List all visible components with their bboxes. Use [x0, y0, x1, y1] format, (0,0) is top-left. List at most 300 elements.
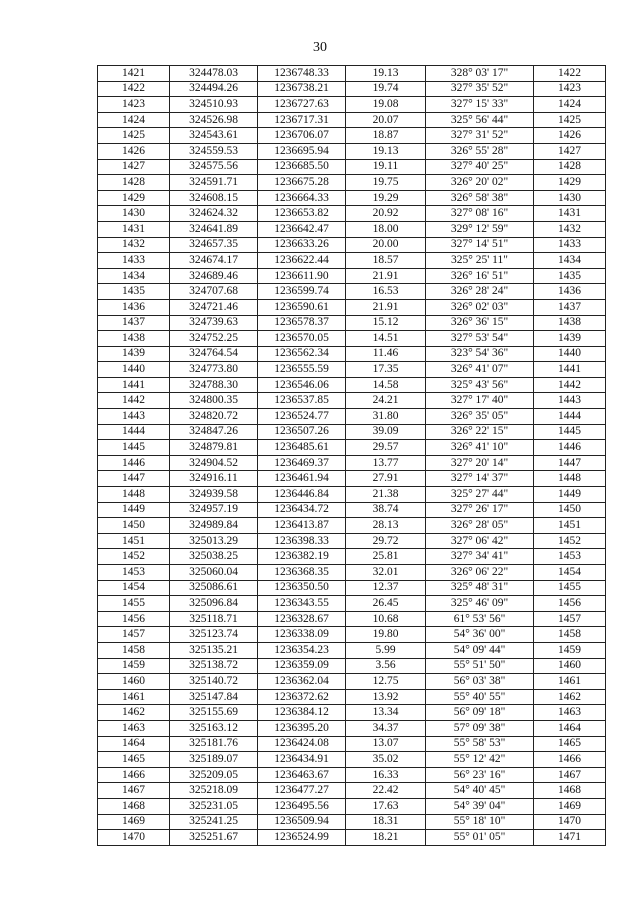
y-coordinate-cell: 1236463.67 [258, 767, 346, 783]
table-row [98, 237, 606, 253]
distance-cell: 21.91 [346, 268, 426, 284]
point-id-cell: 1433 [98, 253, 170, 269]
page-number: 30 [313, 40, 327, 55]
point-id-cell: 1464 [98, 736, 170, 752]
bearing-cell: 329° 12' 59" [426, 221, 534, 237]
y-coordinate-cell: 1236578.37 [258, 315, 346, 331]
table-row [98, 346, 606, 362]
next-point-id-cell: 1470 [534, 814, 606, 830]
x-coordinate-cell: 325038.25 [170, 549, 258, 565]
y-coordinate-cell: 1236524.77 [258, 409, 346, 425]
bearing-cell: 325° 48' 31" [426, 580, 534, 596]
point-id-cell: 1440 [98, 362, 170, 378]
bearing-cell: 325° 56' 44" [426, 112, 534, 128]
point-id-cell: 1438 [98, 331, 170, 347]
x-coordinate-cell: 324575.56 [170, 159, 258, 175]
point-id-cell: 1435 [98, 284, 170, 300]
bearing-cell: 328° 03' 17" [426, 66, 534, 82]
next-point-id-cell: 1456 [534, 596, 606, 612]
bearing-cell: 325° 43' 56" [426, 377, 534, 393]
x-coordinate-cell: 325231.05 [170, 798, 258, 814]
table-row [98, 284, 606, 300]
table-row [98, 362, 606, 378]
y-coordinate-cell: 1236434.91 [258, 752, 346, 768]
point-id-cell: 1437 [98, 315, 170, 331]
y-coordinate-cell: 1236362.04 [258, 674, 346, 690]
y-coordinate-cell: 1236398.33 [258, 533, 346, 549]
x-coordinate-cell: 324773.80 [170, 362, 258, 378]
y-coordinate-cell: 1236328.67 [258, 611, 346, 627]
next-point-id-cell: 1430 [534, 190, 606, 206]
table-row [98, 268, 606, 284]
distance-cell: 18.57 [346, 253, 426, 269]
x-coordinate-cell: 324939.58 [170, 487, 258, 503]
distance-cell: 13.34 [346, 705, 426, 721]
distance-cell: 19.11 [346, 159, 426, 175]
distance-cell: 15.12 [346, 315, 426, 331]
table-row [98, 97, 606, 113]
y-coordinate-cell: 1236395.20 [258, 720, 346, 736]
x-coordinate-cell: 324674.17 [170, 253, 258, 269]
x-coordinate-cell: 325140.72 [170, 674, 258, 690]
y-coordinate-cell: 1236642.47 [258, 221, 346, 237]
distance-cell: 39.09 [346, 424, 426, 440]
x-coordinate-cell: 324916.11 [170, 471, 258, 487]
x-coordinate-cell: 325013.29 [170, 533, 258, 549]
table-row [98, 81, 606, 97]
point-id-cell: 1425 [98, 128, 170, 144]
next-point-id-cell: 1467 [534, 767, 606, 783]
next-point-id-cell: 1451 [534, 518, 606, 534]
table-row [98, 190, 606, 206]
bearing-cell: 325° 25' 11" [426, 253, 534, 269]
x-coordinate-cell: 325086.61 [170, 580, 258, 596]
distance-cell: 20.07 [346, 112, 426, 128]
distance-cell: 17.35 [346, 362, 426, 378]
y-coordinate-cell: 1236562.34 [258, 346, 346, 362]
point-id-cell: 1448 [98, 487, 170, 503]
next-point-id-cell: 1446 [534, 440, 606, 456]
bearing-cell: 54° 40' 45" [426, 783, 534, 799]
bearing-cell: 57° 09' 38" [426, 720, 534, 736]
table-row [98, 518, 606, 534]
bearing-cell: 54° 36' 00" [426, 627, 534, 643]
y-coordinate-cell: 1236633.26 [258, 237, 346, 253]
bearing-cell: 55° 12' 42" [426, 752, 534, 768]
distance-cell: 19.08 [346, 97, 426, 113]
next-point-id-cell: 1440 [534, 346, 606, 362]
bearing-cell: 326° 36' 15" [426, 315, 534, 331]
distance-cell: 38.74 [346, 502, 426, 518]
x-coordinate-cell: 325241.25 [170, 814, 258, 830]
next-point-id-cell: 1441 [534, 362, 606, 378]
next-point-id-cell: 1468 [534, 783, 606, 799]
x-coordinate-cell: 324543.61 [170, 128, 258, 144]
x-coordinate-cell: 324707.68 [170, 284, 258, 300]
table-row [98, 253, 606, 269]
next-point-id-cell: 1471 [534, 830, 606, 846]
y-coordinate-cell: 1236434.72 [258, 502, 346, 518]
x-coordinate-cell: 325135.21 [170, 642, 258, 658]
point-id-cell: 1432 [98, 237, 170, 253]
bearing-cell: 55° 18' 10" [426, 814, 534, 830]
x-coordinate-cell: 325118.71 [170, 611, 258, 627]
distance-cell: 34.37 [346, 720, 426, 736]
next-point-id-cell: 1448 [534, 471, 606, 487]
y-coordinate-cell: 1236359.09 [258, 658, 346, 674]
next-point-id-cell: 1425 [534, 112, 606, 128]
table-row [98, 580, 606, 596]
next-point-id-cell: 1436 [534, 284, 606, 300]
next-point-id-cell: 1458 [534, 627, 606, 643]
y-coordinate-cell: 1236384.12 [258, 705, 346, 721]
x-coordinate-cell: 324764.54 [170, 346, 258, 362]
bearing-cell: 327° 40' 25" [426, 159, 534, 175]
distance-cell: 19.80 [346, 627, 426, 643]
table-row [98, 814, 606, 830]
y-coordinate-cell: 1236748.33 [258, 66, 346, 82]
point-id-cell: 1445 [98, 440, 170, 456]
distance-cell: 13.77 [346, 455, 426, 471]
next-point-id-cell: 1435 [534, 268, 606, 284]
table-row [98, 533, 606, 549]
y-coordinate-cell: 1236685.50 [258, 159, 346, 175]
y-coordinate-cell: 1236706.07 [258, 128, 346, 144]
point-id-cell: 1450 [98, 518, 170, 534]
next-point-id-cell: 1459 [534, 642, 606, 658]
x-coordinate-cell: 325218.09 [170, 783, 258, 799]
point-id-cell: 1429 [98, 190, 170, 206]
x-coordinate-cell: 324624.32 [170, 206, 258, 222]
point-id-cell: 1465 [98, 752, 170, 768]
x-coordinate-cell: 325096.84 [170, 596, 258, 612]
bearing-cell: 327° 15' 33" [426, 97, 534, 113]
point-id-cell: 1426 [98, 143, 170, 159]
distance-cell: 11.46 [346, 346, 426, 362]
bearing-cell: 326° 22' 15" [426, 424, 534, 440]
point-id-cell: 1447 [98, 471, 170, 487]
point-id-cell: 1427 [98, 159, 170, 175]
bearing-cell: 326° 35' 05" [426, 409, 534, 425]
x-coordinate-cell: 325060.04 [170, 565, 258, 581]
y-coordinate-cell: 1236590.61 [258, 299, 346, 315]
table-row [98, 658, 606, 674]
bearing-cell: 55° 40' 55" [426, 689, 534, 705]
x-coordinate-cell: 324820.72 [170, 409, 258, 425]
next-point-id-cell: 1429 [534, 175, 606, 191]
point-id-cell: 1467 [98, 783, 170, 799]
x-coordinate-cell: 325163.12 [170, 720, 258, 736]
point-id-cell: 1431 [98, 221, 170, 237]
bearing-cell: 327° 08' 16" [426, 206, 534, 222]
y-coordinate-cell: 1236611.90 [258, 268, 346, 284]
next-point-id-cell: 1465 [534, 736, 606, 752]
table-row [98, 143, 606, 159]
distance-cell: 25.81 [346, 549, 426, 565]
table-row [98, 409, 606, 425]
distance-cell: 24.21 [346, 393, 426, 409]
y-coordinate-cell: 1236372.62 [258, 689, 346, 705]
x-coordinate-cell: 325155.69 [170, 705, 258, 721]
point-id-cell: 1436 [98, 299, 170, 315]
point-id-cell: 1434 [98, 268, 170, 284]
table-row [98, 112, 606, 128]
next-point-id-cell: 1460 [534, 658, 606, 674]
next-point-id-cell: 1431 [534, 206, 606, 222]
distance-cell: 19.13 [346, 66, 426, 82]
y-coordinate-cell: 1236485.61 [258, 440, 346, 456]
table-row [98, 830, 606, 846]
distance-cell: 21.91 [346, 299, 426, 315]
table-row [98, 596, 606, 612]
distance-cell: 19.74 [346, 81, 426, 97]
table-row [98, 736, 606, 752]
point-id-cell: 1449 [98, 502, 170, 518]
bearing-cell: 327° 14' 51" [426, 237, 534, 253]
table-row [98, 674, 606, 690]
bearing-cell: 327° 26' 17" [426, 502, 534, 518]
point-id-cell: 1469 [98, 814, 170, 830]
point-id-cell: 1458 [98, 642, 170, 658]
bearing-cell: 326° 28' 05" [426, 518, 534, 534]
point-id-cell: 1454 [98, 580, 170, 596]
x-coordinate-cell: 324879.81 [170, 440, 258, 456]
point-id-cell: 1441 [98, 377, 170, 393]
bearing-cell: 327° 31' 52" [426, 128, 534, 144]
y-coordinate-cell: 1236461.94 [258, 471, 346, 487]
y-coordinate-cell: 1236570.05 [258, 331, 346, 347]
x-coordinate-cell: 324788.30 [170, 377, 258, 393]
table-row [98, 565, 606, 581]
point-id-cell: 1459 [98, 658, 170, 674]
point-id-cell: 1456 [98, 611, 170, 627]
next-point-id-cell: 1426 [534, 128, 606, 144]
next-point-id-cell: 1444 [534, 409, 606, 425]
bearing-cell: 327° 53' 54" [426, 331, 534, 347]
x-coordinate-cell: 325251.67 [170, 830, 258, 846]
table-row [98, 705, 606, 721]
x-coordinate-cell: 325147.84 [170, 689, 258, 705]
y-coordinate-cell: 1236343.55 [258, 596, 346, 612]
point-id-cell: 1442 [98, 393, 170, 409]
next-point-id-cell: 1466 [534, 752, 606, 768]
x-coordinate-cell: 325189.07 [170, 752, 258, 768]
x-coordinate-cell: 324526.98 [170, 112, 258, 128]
next-point-id-cell: 1423 [534, 81, 606, 97]
bearing-cell: 61° 53' 56" [426, 611, 534, 627]
table-row [98, 377, 606, 393]
next-point-id-cell: 1455 [534, 580, 606, 596]
next-point-id-cell: 1422 [534, 66, 606, 82]
x-coordinate-cell: 325123.74 [170, 627, 258, 643]
bearing-cell: 56° 09' 18" [426, 705, 534, 721]
y-coordinate-cell: 1236599.74 [258, 284, 346, 300]
bearing-cell: 55° 58' 53" [426, 736, 534, 752]
table-row [98, 549, 606, 565]
bearing-cell: 325° 46' 09" [426, 596, 534, 612]
next-point-id-cell: 1433 [534, 237, 606, 253]
y-coordinate-cell: 1236727.63 [258, 97, 346, 113]
x-coordinate-cell: 325181.76 [170, 736, 258, 752]
bearing-cell: 326° 16' 51" [426, 268, 534, 284]
coordinates-table [97, 65, 606, 846]
distance-cell: 13.92 [346, 689, 426, 705]
y-coordinate-cell: 1236717.31 [258, 112, 346, 128]
bearing-cell: 326° 41' 07" [426, 362, 534, 378]
x-coordinate-cell: 324608.15 [170, 190, 258, 206]
table-row [98, 393, 606, 409]
table-row [98, 299, 606, 315]
next-point-id-cell: 1439 [534, 331, 606, 347]
y-coordinate-cell: 1236653.82 [258, 206, 346, 222]
bearing-cell: 326° 58' 38" [426, 190, 534, 206]
next-point-id-cell: 1464 [534, 720, 606, 736]
bearing-cell: 327° 20' 14" [426, 455, 534, 471]
y-coordinate-cell: 1236495.56 [258, 798, 346, 814]
point-id-cell: 1443 [98, 409, 170, 425]
point-id-cell: 1460 [98, 674, 170, 690]
distance-cell: 5.99 [346, 642, 426, 658]
x-coordinate-cell: 324739.63 [170, 315, 258, 331]
next-point-id-cell: 1453 [534, 549, 606, 565]
next-point-id-cell: 1437 [534, 299, 606, 315]
bearing-cell: 55° 51' 50" [426, 658, 534, 674]
bearing-cell: 56° 03' 38" [426, 674, 534, 690]
distance-cell: 14.51 [346, 331, 426, 347]
y-coordinate-cell: 1236368.35 [258, 565, 346, 581]
x-coordinate-cell: 324957.19 [170, 502, 258, 518]
y-coordinate-cell: 1236350.50 [258, 580, 346, 596]
y-coordinate-cell: 1236537.85 [258, 393, 346, 409]
table-row [98, 128, 606, 144]
next-point-id-cell: 1454 [534, 565, 606, 581]
table-row [98, 159, 606, 175]
table-row [98, 455, 606, 471]
bearing-cell: 54° 39' 04" [426, 798, 534, 814]
distance-cell: 29.72 [346, 533, 426, 549]
point-id-cell: 1468 [98, 798, 170, 814]
y-coordinate-cell: 1236675.28 [258, 175, 346, 191]
distance-cell: 13.07 [346, 736, 426, 752]
next-point-id-cell: 1438 [534, 315, 606, 331]
distance-cell: 10.68 [346, 611, 426, 627]
bearing-cell: 327° 34' 41" [426, 549, 534, 565]
distance-cell: 20.92 [346, 206, 426, 222]
bearing-cell: 327° 14' 37" [426, 471, 534, 487]
next-point-id-cell: 1450 [534, 502, 606, 518]
x-coordinate-cell: 324752.25 [170, 331, 258, 347]
next-point-id-cell: 1434 [534, 253, 606, 269]
distance-cell: 12.75 [346, 674, 426, 690]
distance-cell: 14.58 [346, 377, 426, 393]
y-coordinate-cell: 1236507.26 [258, 424, 346, 440]
distance-cell: 16.33 [346, 767, 426, 783]
point-id-cell: 1455 [98, 596, 170, 612]
y-coordinate-cell: 1236413.87 [258, 518, 346, 534]
y-coordinate-cell: 1236446.84 [258, 487, 346, 503]
table-row [98, 798, 606, 814]
distance-cell: 20.00 [346, 237, 426, 253]
bearing-cell: 326° 55' 28" [426, 143, 534, 159]
table-row [98, 440, 606, 456]
bearing-cell: 54° 09' 44" [426, 642, 534, 658]
point-id-cell: 1452 [98, 549, 170, 565]
next-point-id-cell: 1427 [534, 143, 606, 159]
x-coordinate-cell: 324591.71 [170, 175, 258, 191]
distance-cell: 32.01 [346, 565, 426, 581]
table-row [98, 611, 606, 627]
table-row [98, 627, 606, 643]
table-row [98, 331, 606, 347]
table-row [98, 66, 606, 82]
distance-cell: 28.13 [346, 518, 426, 534]
distance-cell: 16.53 [346, 284, 426, 300]
next-point-id-cell: 1447 [534, 455, 606, 471]
table-row [98, 424, 606, 440]
table-row [98, 315, 606, 331]
table-body [98, 66, 606, 846]
distance-cell: 19.13 [346, 143, 426, 159]
distance-cell: 26.45 [346, 596, 426, 612]
point-id-cell: 1462 [98, 705, 170, 721]
bearing-cell: 326° 20' 02" [426, 175, 534, 191]
distance-cell: 18.00 [346, 221, 426, 237]
distance-cell: 18.87 [346, 128, 426, 144]
distance-cell: 21.38 [346, 487, 426, 503]
table-row [98, 767, 606, 783]
bearing-cell: 326° 28' 24" [426, 284, 534, 300]
distance-cell: 22.42 [346, 783, 426, 799]
next-point-id-cell: 1463 [534, 705, 606, 721]
bearing-cell: 55° 01' 05" [426, 830, 534, 846]
bearing-cell: 325° 27' 44" [426, 487, 534, 503]
x-coordinate-cell: 324989.84 [170, 518, 258, 534]
next-point-id-cell: 1452 [534, 533, 606, 549]
point-id-cell: 1439 [98, 346, 170, 362]
bearing-cell: 327° 06' 42" [426, 533, 534, 549]
next-point-id-cell: 1449 [534, 487, 606, 503]
table-row [98, 487, 606, 503]
y-coordinate-cell: 1236509.94 [258, 814, 346, 830]
bearing-cell: 323° 54' 36" [426, 346, 534, 362]
y-coordinate-cell: 1236695.94 [258, 143, 346, 159]
bearing-cell: 327° 35' 52" [426, 81, 534, 97]
bearing-cell: 326° 41' 10" [426, 440, 534, 456]
y-coordinate-cell: 1236477.27 [258, 783, 346, 799]
table-row [98, 175, 606, 191]
y-coordinate-cell: 1236424.08 [258, 736, 346, 752]
x-coordinate-cell: 324847.26 [170, 424, 258, 440]
x-coordinate-cell: 324904.52 [170, 455, 258, 471]
point-id-cell: 1457 [98, 627, 170, 643]
x-coordinate-cell: 324510.93 [170, 97, 258, 113]
y-coordinate-cell: 1236555.59 [258, 362, 346, 378]
distance-cell: 17.63 [346, 798, 426, 814]
y-coordinate-cell: 1236354.23 [258, 642, 346, 658]
table-row [98, 471, 606, 487]
bearing-cell: 56° 23' 16" [426, 767, 534, 783]
x-coordinate-cell: 325209.05 [170, 767, 258, 783]
y-coordinate-cell: 1236382.19 [258, 549, 346, 565]
distance-cell: 18.21 [346, 830, 426, 846]
y-coordinate-cell: 1236738.21 [258, 81, 346, 97]
distance-cell: 27.91 [346, 471, 426, 487]
next-point-id-cell: 1443 [534, 393, 606, 409]
y-coordinate-cell: 1236338.09 [258, 627, 346, 643]
distance-cell: 3.56 [346, 658, 426, 674]
table-row [98, 206, 606, 222]
point-id-cell: 1424 [98, 112, 170, 128]
